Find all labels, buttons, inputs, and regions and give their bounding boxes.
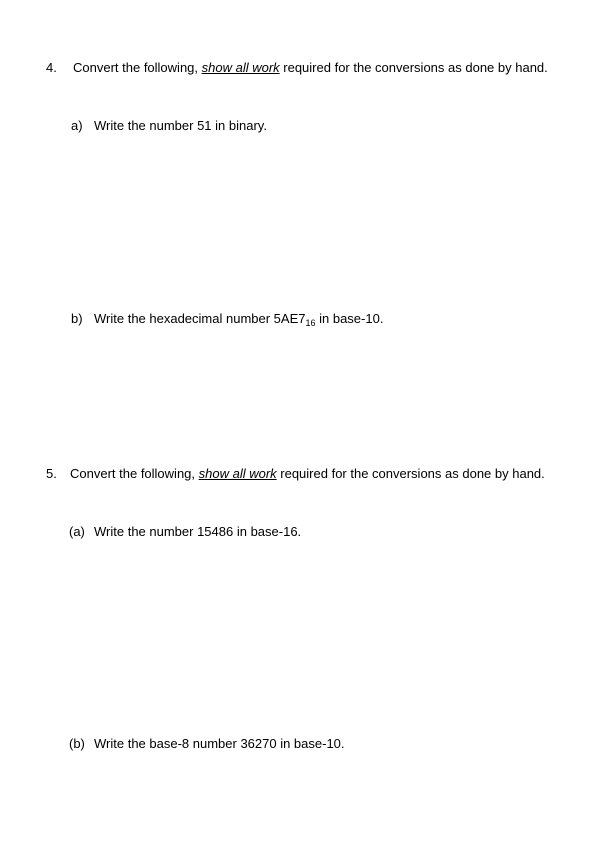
question-5b-text: Write the base-8 number 36270 in base-10. [94, 736, 345, 751]
question-5a [69, 524, 301, 540]
question-5-suffix: required for the conversions as done by hand. [276, 466, 545, 481]
question-5-prefix: Convert the following, [70, 466, 199, 481]
question-4a-text: Write the number 51 in binary. [94, 118, 267, 133]
question-4-prefix: Convert the following, [73, 60, 202, 75]
question-4a [71, 118, 267, 134]
question-5a-label: (a) [69, 524, 85, 539]
question-4b-label: b) [71, 311, 83, 326]
question-4b-subscript: 16 [305, 318, 316, 328]
question-4-emphasis: show all work [201, 60, 280, 75]
question-4-suffix: required for the conversions as done by hand. [279, 60, 548, 75]
question-4b [71, 311, 383, 327]
question-4-number: 4. [46, 60, 57, 75]
question-4b-text-after: in base-10. [315, 311, 384, 326]
question-4b-text: Write the hexadecimal number 5AE7 [94, 311, 306, 326]
question-4-heading [46, 60, 548, 76]
question-5-emphasis: show all work [198, 466, 277, 481]
question-4a-label: a) [71, 118, 83, 133]
question-5a-text: Write the number 15486 in base-16. [94, 524, 302, 539]
question-5-heading [46, 466, 545, 482]
question-5b [69, 736, 345, 752]
question-5-number: 5. [46, 466, 57, 481]
question-5b-label: (b) [69, 736, 85, 751]
